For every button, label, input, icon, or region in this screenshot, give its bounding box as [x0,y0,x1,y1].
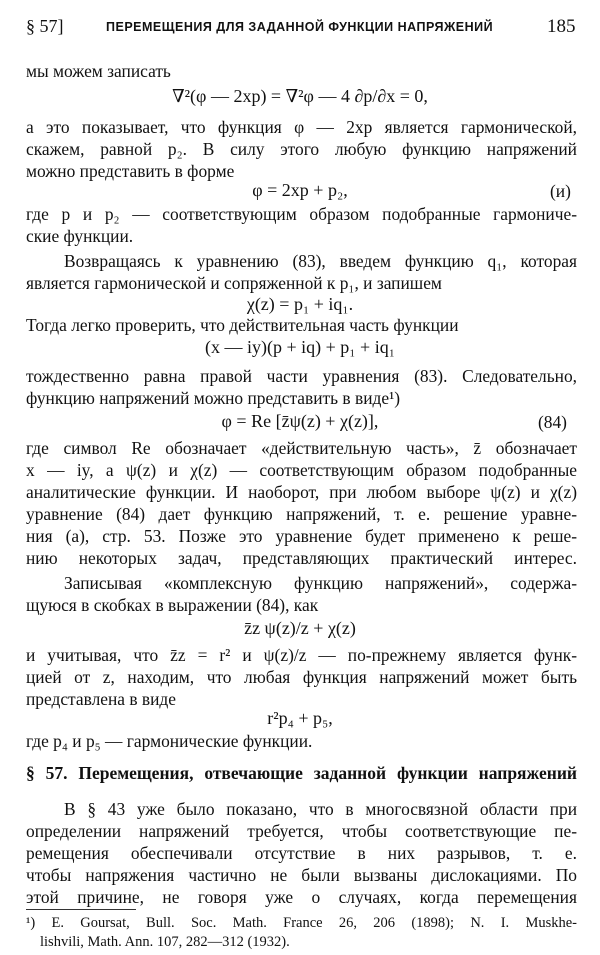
footnote-rule [26,909,136,910]
body-line: мы можем записать [26,61,171,81]
section-line: определении напряжений требуется, чтобы соответствующие пе- [26,821,577,841]
body-line: Возвращаясь к уравнению (83), введем функцию q₁, которая [64,251,577,271]
formula-complex-stress: z̄z ψ(z)/z + χ(z) [244,618,356,638]
header-title: ПЕРЕМЕЩЕНИЯ ДЛЯ ЗАДАННОЙ ФУНКЦИИ НАПРЯЖЕНИЙ [106,20,494,34]
body-line: где p₄ и p₅ — гармонические функции. [26,731,313,751]
section-heading: § 57. Перемещения, отвечающие заданной функции напряжений [26,763,577,783]
body-line: скажем, равной p₂. В силу этого любую функцию напряжений [26,139,577,159]
body-line: функцию напряжений можно представить в виде¹) [26,388,401,408]
formula-laplacian: ∇²(φ — 2xp) = ∇²φ — 4 ∂p/∂x = 0, [172,86,428,106]
body-line: и учитывая, что z̄z = r² и ψ(z)/z — по-прежнему является функ- [26,645,577,665]
body-line: ские функции. [26,226,134,246]
body-line: Записывая «комплексную функцию напряжений», содержа- [64,573,577,593]
body-line: ния (а), стр. 53. Позже это уравнение будет применено к реше- [26,526,577,546]
body-line: тождественно равна правой части уравнения (83). Следовательно, [26,366,577,386]
footnote-line: ¹) E. Goursat, Bull. Soc. Math. France 26, 206 (1898); N. I. Muskhe- [26,915,577,931]
body-line: можно представить в форме [26,161,235,181]
section-line: ремещения обеспечивали отсутствие в них разрывов, т. е. [26,843,577,863]
equation-label-84: (84) [538,412,567,432]
formula-r2p4: r²p₄ + p₅, [267,708,333,728]
body-line: где p и p₂ — соответствующим образом подобранные гармониче- [26,204,577,224]
page-number: 185 [547,16,576,37]
formula-phi: φ = 2xp + p₂, [252,180,348,200]
body-line: является гармонической и сопряженной к p₁, и запишем [26,273,442,293]
body-line: Тогда легко проверить, что действительная часть функции [26,315,459,335]
formula-product: (x — iy)(p + iq) + p₁ + iq₁ [205,337,395,357]
body-line: где символ Re обозначает «действительную часть», z̄ обозначает [26,438,577,458]
header-section-ref: § 57] [26,16,64,36]
body-line: представлена в виде [26,689,176,709]
footnote-line: lishvili, Math. Ann. 107, 282—312 (1932). [40,934,290,950]
body-line: щуюся в скобках в выражении (84), как [26,595,319,615]
section-line: чтобы напряжения частично не были вызваны дислокациями. По [26,865,577,885]
body-line: аналитические функции. И наоборот, при любом выборе ψ(z) и χ(z) [26,482,577,502]
body-line: уравнение (84) дает функцию напряжений, т. е. решение уравне- [26,504,577,524]
equation-label-i: (и) [550,181,571,201]
body-line: цией от z, находим, что любая функция напряжений может быть [26,667,577,687]
body-line: x — iy, а ψ(z) и χ(z) — соответствующим образом подобранные [26,460,577,480]
formula-84: φ = Re [z̄ψ(z) + χ(z)], [221,411,379,431]
section-line: этой причине, не говоря уже о случаях, когда перемещения [26,887,577,907]
body-line: нию некоторых задач, представляющих практический интерес. [26,548,577,568]
section-line: В § 43 уже было показано, что в многосвязной области при [64,799,577,819]
body-line: а это показывает, что функция φ — 2xp является гармонической, [26,117,577,137]
formula-chi: χ(z) = p₁ + iq₁. [246,294,354,314]
